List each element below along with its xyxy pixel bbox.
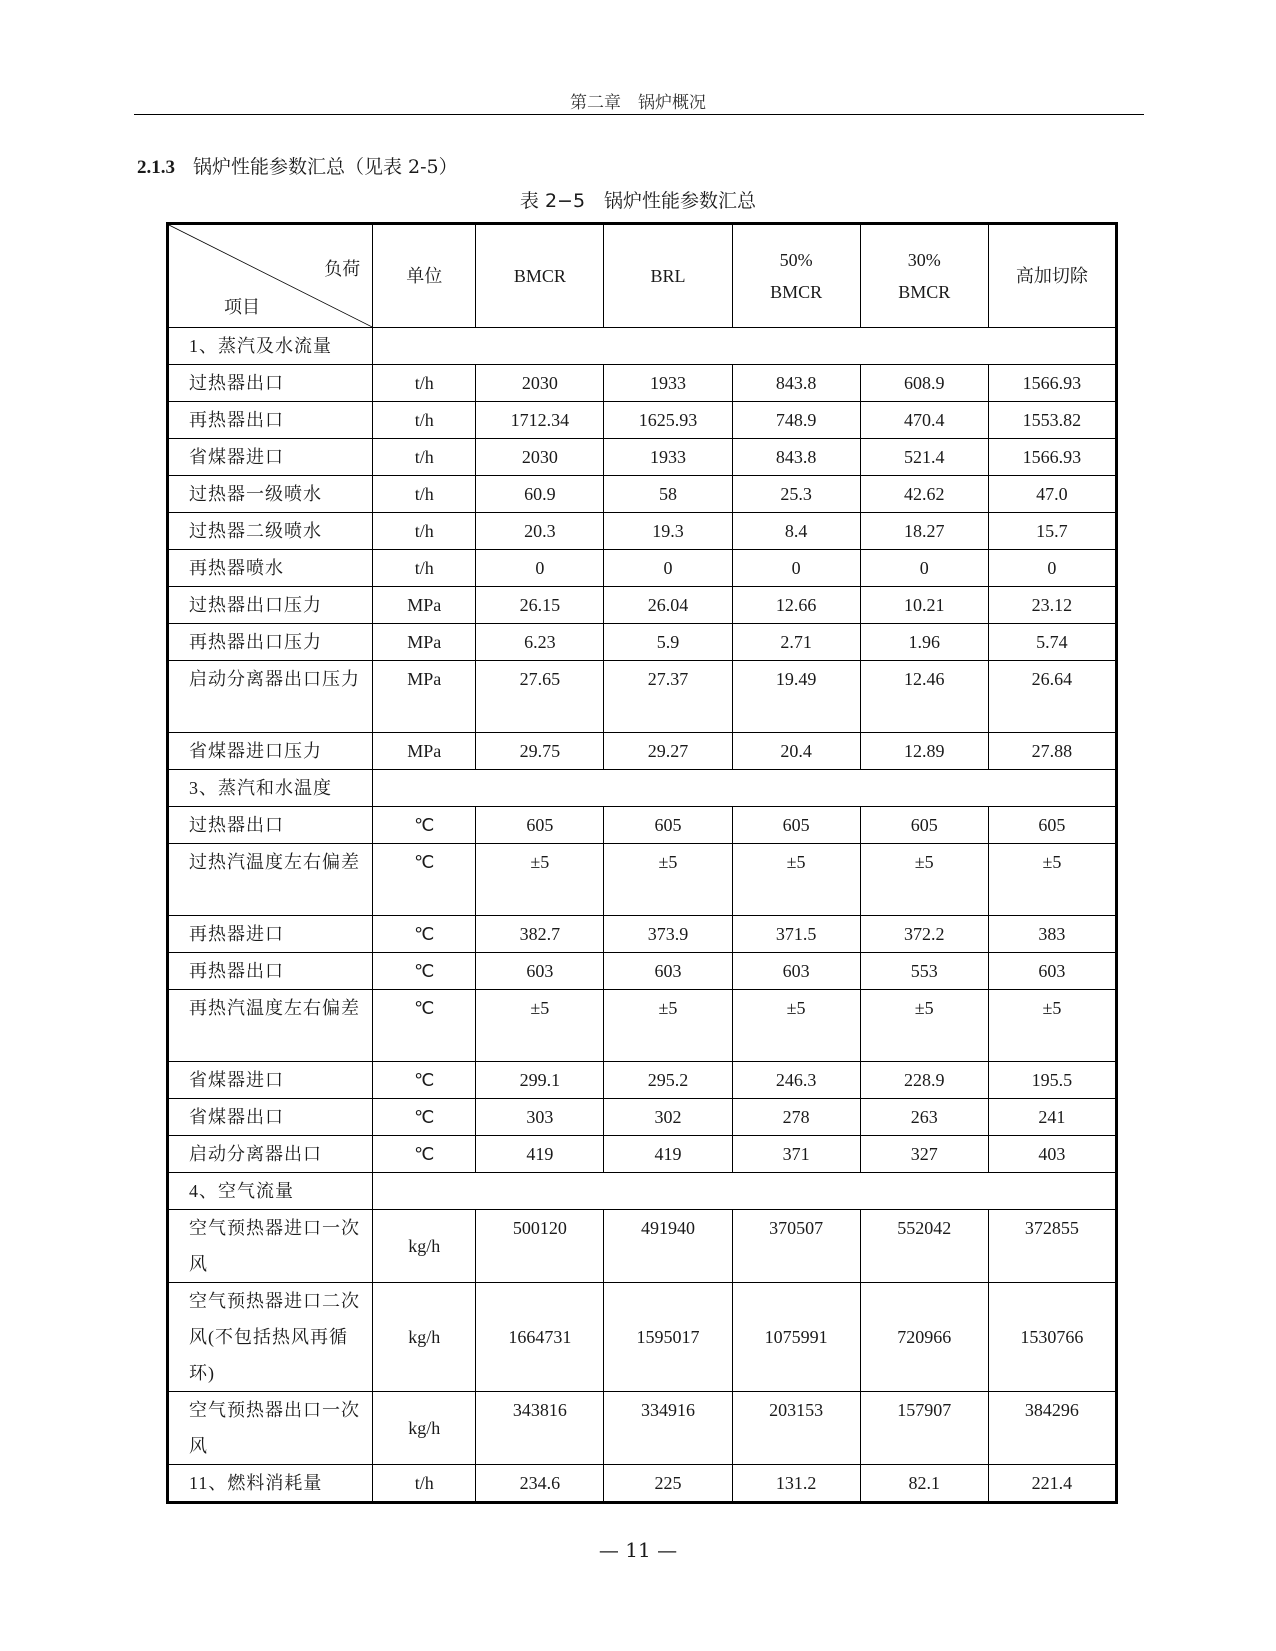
value-cell: 18.27	[860, 513, 988, 550]
value-cell: 603	[476, 953, 604, 990]
value-cell: 605	[732, 807, 860, 844]
value-cell: 27.65	[476, 661, 604, 733]
row-label: 过热器二级喷水	[168, 513, 373, 550]
value-cell: 1933	[604, 365, 732, 402]
value-cell: 278	[732, 1099, 860, 1136]
value-cell: 1530766	[988, 1283, 1116, 1392]
table-row	[168, 1062, 1117, 1099]
section-number: 2.1.3	[137, 157, 175, 178]
header-rule	[134, 114, 1144, 115]
value-cell: 195.5	[988, 1062, 1116, 1099]
unit-cell: MPa	[373, 733, 476, 770]
value-cell: 20.4	[732, 733, 860, 770]
unit-cell: ℃	[373, 990, 476, 1062]
value-cell: 372.2	[860, 916, 988, 953]
value-cell: 19.49	[732, 661, 860, 733]
value-cell: ±5	[988, 990, 1116, 1062]
unit-cell: kg/h	[373, 1392, 476, 1465]
value-cell: 27.37	[604, 661, 732, 733]
value-cell: 605	[604, 807, 732, 844]
running-head: 第二章 锅炉概况	[570, 93, 706, 113]
value-cell: 60.9	[476, 476, 604, 513]
value-cell: 131.2	[732, 1465, 860, 1503]
value-cell: 29.27	[604, 733, 732, 770]
value-cell: 10.21	[860, 587, 988, 624]
row-label: 启动分离器出口压力	[168, 661, 373, 733]
value-cell: 0	[732, 550, 860, 587]
table-row	[168, 1283, 1117, 1392]
col-header-30-bmcr: 30% BMCR	[860, 224, 988, 328]
value-cell: 605	[476, 807, 604, 844]
table-row	[168, 1099, 1117, 1136]
value-cell: 0	[988, 550, 1116, 587]
table-row	[168, 1392, 1117, 1465]
value-cell: 383	[988, 916, 1116, 953]
value-cell: 843.8	[732, 439, 860, 476]
value-cell: 327	[860, 1136, 988, 1173]
value-cell: 42.62	[860, 476, 988, 513]
value-cell: 384296	[988, 1392, 1116, 1465]
value-cell: 2.71	[732, 624, 860, 661]
value-cell: 2030	[476, 439, 604, 476]
value-cell: 29.75	[476, 733, 604, 770]
unit-cell: t/h	[373, 402, 476, 439]
value-cell: 5.74	[988, 624, 1116, 661]
value-cell: 295.2	[604, 1062, 732, 1099]
row-label: 再热器进口	[168, 916, 373, 953]
table-row	[168, 733, 1117, 770]
value-cell: 470.4	[860, 402, 988, 439]
value-cell: 1933	[604, 439, 732, 476]
value-cell: 15.7	[988, 513, 1116, 550]
diagonal-corner-cell	[168, 224, 373, 328]
value-cell: 23.12	[988, 587, 1116, 624]
value-cell: 605	[860, 807, 988, 844]
table-row	[168, 587, 1117, 624]
value-cell: 228.9	[860, 1062, 988, 1099]
row-label: 再热器出口	[168, 402, 373, 439]
row-label: 空气预热器出口一次风	[168, 1392, 373, 1465]
table-row	[168, 365, 1117, 402]
value-cell: 1595017	[604, 1283, 732, 1392]
value-cell: 26.04	[604, 587, 732, 624]
section-heading	[137, 152, 458, 179]
value-cell: 5.9	[604, 624, 732, 661]
value-cell: 263	[860, 1099, 988, 1136]
unit-cell: t/h	[373, 476, 476, 513]
unit-cell: t/h	[373, 550, 476, 587]
section-row	[168, 770, 1117, 807]
value-cell: 157907	[860, 1392, 988, 1465]
value-cell: 12.66	[732, 587, 860, 624]
value-cell: 25.3	[732, 476, 860, 513]
row-label: 过热器一级喷水	[168, 476, 373, 513]
value-cell: 720966	[860, 1283, 988, 1392]
section-label: 3、蒸汽和水温度	[168, 770, 373, 807]
unit-cell: ℃	[373, 953, 476, 990]
value-cell: 12.89	[860, 733, 988, 770]
table-row	[168, 807, 1117, 844]
row-label: 省煤器出口	[168, 1099, 373, 1136]
unit-cell: ℃	[373, 916, 476, 953]
row-label: 再热器出口	[168, 953, 373, 990]
value-cell: ±5	[732, 990, 860, 1062]
row-label: 空气预热器进口二次风(不包括热风再循环)	[168, 1283, 373, 1392]
row-label: 再热汽温度左右偏差	[168, 990, 373, 1062]
row-label: 省煤器进口	[168, 439, 373, 476]
value-cell: ±5	[860, 844, 988, 916]
value-cell: 370507	[732, 1210, 860, 1283]
value-cell: 491940	[604, 1210, 732, 1283]
value-cell: 0	[476, 550, 604, 587]
section-row	[168, 328, 1117, 365]
unit-cell: MPa	[373, 587, 476, 624]
table-header-row	[168, 224, 1117, 328]
value-cell: 603	[732, 953, 860, 990]
value-cell: 225	[604, 1465, 732, 1503]
value-cell: 419	[476, 1136, 604, 1173]
table-row	[168, 550, 1117, 587]
value-cell: 58	[604, 476, 732, 513]
value-cell: 1553.82	[988, 402, 1116, 439]
value-cell: 1712.34	[476, 402, 604, 439]
table-row	[168, 1136, 1117, 1173]
corner-item-label: 项目	[224, 297, 260, 317]
value-cell: 82.1	[860, 1465, 988, 1503]
value-cell: 20.3	[476, 513, 604, 550]
value-cell: 0	[604, 550, 732, 587]
value-cell: 19.3	[604, 513, 732, 550]
value-cell: 603	[604, 953, 732, 990]
table-row	[168, 513, 1117, 550]
unit-cell: ℃	[373, 807, 476, 844]
table-row	[168, 990, 1117, 1062]
table-row	[168, 916, 1117, 953]
row-label: 省煤器进口	[168, 1062, 373, 1099]
value-cell: 382.7	[476, 916, 604, 953]
value-cell: 303	[476, 1099, 604, 1136]
value-cell: 1566.93	[988, 365, 1116, 402]
value-cell: ±5	[604, 844, 732, 916]
value-cell: 500120	[476, 1210, 604, 1283]
unit-cell: kg/h	[373, 1283, 476, 1392]
table-caption: 表 2−5 锅炉性能参数汇总	[519, 190, 757, 212]
value-cell: 371	[732, 1136, 860, 1173]
value-cell: 26.64	[988, 661, 1116, 733]
value-cell: 748.9	[732, 402, 860, 439]
unit-cell: MPa	[373, 661, 476, 733]
value-cell: 1.96	[860, 624, 988, 661]
table-row	[168, 476, 1117, 513]
table-row	[168, 1465, 1117, 1503]
value-cell: ±5	[604, 990, 732, 1062]
col-header-50-bmcr: 50% BMCR	[732, 224, 860, 328]
value-cell: ±5	[860, 990, 988, 1062]
section-row	[168, 1173, 1117, 1210]
table-row	[168, 439, 1117, 476]
table-row	[168, 1210, 1117, 1283]
value-cell: 241	[988, 1099, 1116, 1136]
unit-cell: t/h	[373, 513, 476, 550]
row-label: 过热汽温度左右偏差	[168, 844, 373, 916]
value-cell: 2030	[476, 365, 604, 402]
value-cell: ±5	[988, 844, 1116, 916]
value-cell: 299.1	[476, 1062, 604, 1099]
section-empty-cell	[373, 770, 1117, 807]
value-cell: 419	[604, 1136, 732, 1173]
value-cell: 0	[860, 550, 988, 587]
section-empty-cell	[373, 1173, 1117, 1210]
unit-cell: ℃	[373, 1099, 476, 1136]
row-label: 省煤器进口压力	[168, 733, 373, 770]
value-cell: ±5	[476, 990, 604, 1062]
unit-cell: ℃	[373, 1062, 476, 1099]
value-cell: 608.9	[860, 365, 988, 402]
col-header-brl: BRL	[604, 224, 732, 328]
value-cell: ±5	[476, 844, 604, 916]
value-cell: 47.0	[988, 476, 1116, 513]
section-label: 1、蒸汽及水流量	[168, 328, 373, 365]
value-cell: 553	[860, 953, 988, 990]
col-header-hp-heater-out: 高加切除	[988, 224, 1116, 328]
row-label: 空气预热器进口一次风	[168, 1210, 373, 1283]
table-row	[168, 953, 1117, 990]
value-cell: 234.6	[476, 1465, 604, 1503]
performance-table	[166, 222, 1118, 1504]
unit-cell: ℃	[373, 1136, 476, 1173]
row-label: 过热器出口	[168, 807, 373, 844]
table-row	[168, 624, 1117, 661]
table-row	[168, 402, 1117, 439]
value-cell: 221.4	[988, 1465, 1116, 1503]
value-cell: 372855	[988, 1210, 1116, 1283]
value-cell: ±5	[732, 844, 860, 916]
value-cell: 1566.93	[988, 439, 1116, 476]
value-cell: 334916	[604, 1392, 732, 1465]
value-cell: 26.15	[476, 587, 604, 624]
value-cell: 603	[988, 953, 1116, 990]
section-label: 4、空气流量	[168, 1173, 373, 1210]
col-header-unit: 单位	[373, 224, 476, 328]
value-cell: 1625.93	[604, 402, 732, 439]
row-label: 过热器出口压力	[168, 587, 373, 624]
section-empty-cell	[373, 328, 1117, 365]
corner-load-label: 负荷	[324, 259, 361, 279]
row-label: 过热器出口	[168, 365, 373, 402]
value-cell: 843.8	[732, 365, 860, 402]
unit-cell: MPa	[373, 624, 476, 661]
table-row	[168, 844, 1117, 916]
page-number: — 11 —	[598, 1538, 678, 1562]
unit-cell: kg/h	[373, 1210, 476, 1283]
value-cell: 8.4	[732, 513, 860, 550]
row-label: 启动分离器出口	[168, 1136, 373, 1173]
unit-cell: t/h	[373, 439, 476, 476]
value-cell: 203153	[732, 1392, 860, 1465]
table-row	[168, 661, 1117, 733]
unit-cell: t/h	[373, 365, 476, 402]
value-cell: 552042	[860, 1210, 988, 1283]
value-cell: 373.9	[604, 916, 732, 953]
value-cell: 6.23	[476, 624, 604, 661]
row-label: 11、燃料消耗量	[168, 1465, 373, 1503]
value-cell: 521.4	[860, 439, 988, 476]
value-cell: 403	[988, 1136, 1116, 1173]
section-title: 锅炉性能参数汇总（见表 2-5）	[193, 156, 458, 178]
table-body	[168, 328, 1117, 1503]
value-cell: 12.46	[860, 661, 988, 733]
col-header-bmcr: BMCR	[476, 224, 604, 328]
unit-cell: t/h	[373, 1465, 476, 1503]
row-label: 再热器喷水	[168, 550, 373, 587]
value-cell: 371.5	[732, 916, 860, 953]
unit-cell: ℃	[373, 844, 476, 916]
value-cell: 1664731	[476, 1283, 604, 1392]
value-cell: 27.88	[988, 733, 1116, 770]
value-cell: 302	[604, 1099, 732, 1136]
value-cell: 1075991	[732, 1283, 860, 1392]
value-cell: 343816	[476, 1392, 604, 1465]
value-cell: 246.3	[732, 1062, 860, 1099]
row-label: 再热器出口压力	[168, 624, 373, 661]
value-cell: 605	[988, 807, 1116, 844]
